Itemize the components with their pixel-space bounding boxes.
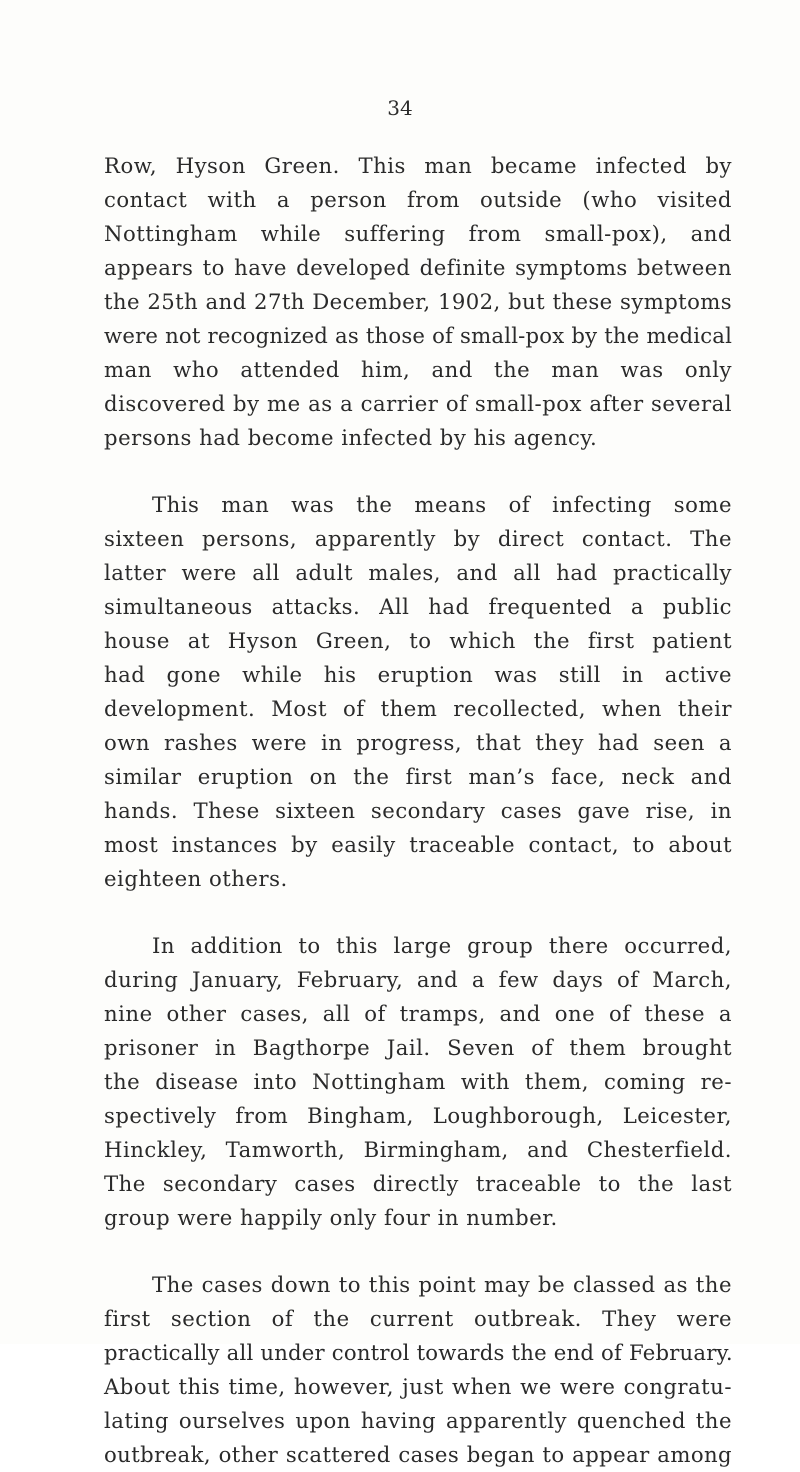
text-line: simultaneous attacks. All had frequented a public [104, 594, 732, 619]
text-line: In addition to this large group there occurred, [152, 933, 732, 958]
text-line: own rashes were in progress, that they had seen a [104, 730, 732, 755]
text-line: lating ourselves upon having apparently quenched the [104, 1408, 732, 1433]
paragraph-gap [104, 455, 732, 488]
text-line: contact with a person from outside (who visited [104, 187, 732, 212]
text-line: Hinckley, Tamworth, Birmingham, and Chesterfield. [104, 1137, 732, 1162]
text-line: The cases down to this point may be classed as the [152, 1272, 732, 1297]
text-line: group were happily only four in number. [104, 1205, 558, 1230]
text-line: prisoner in Bagthorpe Jail. Seven of them brought [104, 1035, 732, 1060]
text-line: the 25th and 27th December, 1902, but these symptoms [104, 289, 732, 314]
body-text [104, 149, 732, 1472]
text-line: appears to have developed definite symptoms between [104, 255, 732, 280]
text-line: man who attended him, and the man was only [104, 357, 732, 382]
text-line: persons had become infected by his agency. [104, 425, 598, 450]
text-line: The secondary cases directly traceable to the last [104, 1171, 732, 1196]
text-line: latter were all adult males, and all had practically [104, 560, 732, 585]
text-line: during January, February, and a few days of March, [104, 967, 732, 992]
page-number: 34 [387, 96, 413, 120]
text-line: first section of the current outbreak. They were [104, 1306, 732, 1331]
text-line: sixteen persons, apparently by direct contact. The [104, 526, 732, 551]
text-line: development. Most of them recollected, when their [104, 696, 732, 721]
text-line: hands. These sixteen secondary cases gave rise, in [104, 798, 732, 823]
text-line: nine other cases, all of tramps, and one of these a [104, 1001, 732, 1026]
text-line: were not recognized as those of small-pox by the medical [104, 323, 733, 348]
paragraph-gap [104, 1235, 732, 1268]
text-line: Nottingham while suffering from small-pox), and [104, 221, 732, 246]
text-line: spectively from Bingham, Loughborough, Leicester, [104, 1103, 732, 1128]
text-line: Row, Hyson Green. This man became infected by [104, 153, 732, 178]
text-line: practically all under control towards the end of February. [104, 1340, 733, 1365]
text-line: had gone while his eruption was still in active [104, 662, 732, 687]
text-line: most instances by easily traceable contact, to about [104, 832, 732, 857]
paragraph-gap [104, 896, 732, 929]
text-line: the disease into Nottingham with them, coming re- [104, 1069, 732, 1094]
text-line: About this time, however, just when we were congratu- [104, 1374, 732, 1399]
text-line: similar eruption on the first man’s face, neck and [104, 764, 732, 789]
text-line: house at Hyson Green, to which the first patient [104, 628, 732, 653]
text-line: eighteen others. [104, 866, 288, 891]
text-line: outbreak, other scattered cases began to appear among [104, 1442, 732, 1467]
text-line: This man was the means of infecting some [152, 492, 732, 517]
text-line: discovered by me as a carrier of small-pox after several [104, 391, 732, 416]
